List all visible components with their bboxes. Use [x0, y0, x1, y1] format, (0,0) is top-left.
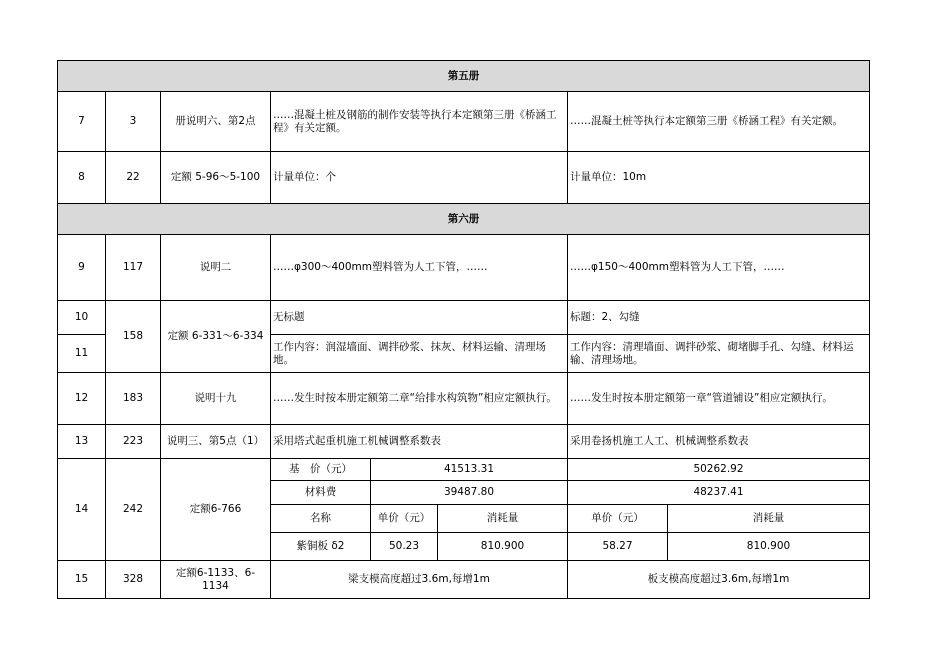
- page-number: 3: [106, 92, 161, 152]
- material-cost-revised: 48237.41: [568, 481, 870, 505]
- row-number: 7: [58, 92, 106, 152]
- page-number: 242: [106, 459, 161, 561]
- consumption-original: 810.900: [438, 533, 568, 561]
- section-title: 第五册: [58, 61, 870, 92]
- table-row: [58, 92, 870, 152]
- item-reference: 定额 6-331～6-334: [161, 301, 271, 373]
- row-number: 11: [58, 335, 106, 373]
- unit-price-header-original: 单价（元）: [371, 505, 438, 533]
- table-row: [58, 561, 870, 599]
- row-number: 10: [58, 301, 106, 335]
- table-row: [58, 152, 870, 204]
- base-price-original: 41513.31: [371, 459, 568, 481]
- consumption-revised: 810.900: [668, 533, 870, 561]
- item-reference: 定额6-766: [161, 459, 271, 561]
- original-text: ……φ300～400mm塑料管为人工下管，……: [271, 235, 568, 301]
- material-cost-original: 39487.80: [371, 481, 568, 505]
- item-reference: 说明三、第5点（1）: [161, 425, 271, 459]
- row-number: 14: [58, 459, 106, 561]
- unit-price-revised: 58.27: [568, 533, 668, 561]
- page-number: 117: [106, 235, 161, 301]
- page-number: 158: [106, 301, 161, 373]
- page-number: 223: [106, 425, 161, 459]
- original-text: ……发生时按本册定额第二章“给排水构筑物”相应定额执行。: [271, 373, 568, 425]
- table-row: [58, 373, 870, 425]
- row-number: 8: [58, 152, 106, 204]
- revised-text: 采用卷扬机施工人工、机械调整系数表: [568, 425, 870, 459]
- row-number: 12: [58, 373, 106, 425]
- page-number: 328: [106, 561, 161, 599]
- original-text: ……混凝土桩及钢筋的制作安装等执行本定额第三册《桥涵工程》有关定额。: [271, 92, 568, 152]
- original-text: 工作内容：润湿墙面、调拌砂浆、抹灰、材料运输、清理场地。: [271, 335, 568, 373]
- material-name: 紫铜板 δ2: [271, 533, 371, 561]
- revised-text: 工作内容：清理墙面、调拌砂浆、砌堵脚手孔、勾缝、材料运输、清理场地。: [568, 335, 870, 373]
- section-header-volume-5: [58, 61, 870, 92]
- unit-price-header-revised: 单价（元）: [568, 505, 668, 533]
- revised-text: 标题：2、勾缝: [568, 301, 870, 335]
- item-reference: 定额 5-96～5-100: [161, 152, 271, 204]
- row-number: 9: [58, 235, 106, 301]
- original-text: 采用塔式起重机施工机械调整系数表: [271, 425, 568, 459]
- consumption-header-original: 消耗量: [438, 505, 568, 533]
- revised-text: ……发生时按本册定额第一章“管道铺设”相应定额执行。: [568, 373, 870, 425]
- base-price-revised: 50262.92: [568, 459, 870, 481]
- original-text: 梁支模高度超过3.6m,每增1m: [271, 561, 568, 599]
- unit-price-original: 50.23: [371, 533, 438, 561]
- table-row: [58, 459, 870, 481]
- revised-text: 计量单位：10m: [568, 152, 870, 204]
- revised-text: ……φ150～400mm塑料管为人工下管，……: [568, 235, 870, 301]
- material-cost-label: 材料费: [271, 481, 371, 505]
- item-reference: 册说明六、第2点: [161, 92, 271, 152]
- revised-text: 板支模高度超过3.6m,每增1m: [568, 561, 870, 599]
- original-text: 计量单位：个: [271, 152, 568, 204]
- revised-text: ……混凝土桩等执行本定额第三册《桥涵工程》有关定额。: [568, 92, 870, 152]
- section-title: 第六册: [58, 204, 870, 235]
- base-price-label: 基 价（元）: [271, 459, 371, 481]
- row-number: 13: [58, 425, 106, 459]
- item-reference: 说明二: [161, 235, 271, 301]
- original-text: 无标题: [271, 301, 568, 335]
- section-header-volume-6: [58, 204, 870, 235]
- table-row: [58, 425, 870, 459]
- page-number: 22: [106, 152, 161, 204]
- row-number: 15: [58, 561, 106, 599]
- errata-table: [57, 60, 870, 599]
- table-row: [58, 235, 870, 301]
- item-reference: 说明十九: [161, 373, 271, 425]
- name-column-header: 名称: [271, 505, 371, 533]
- table-row: [58, 301, 870, 335]
- page-number: 183: [106, 373, 161, 425]
- item-reference: 定额6-1133、6-1134: [161, 561, 271, 599]
- consumption-header-revised: 消耗量: [668, 505, 870, 533]
